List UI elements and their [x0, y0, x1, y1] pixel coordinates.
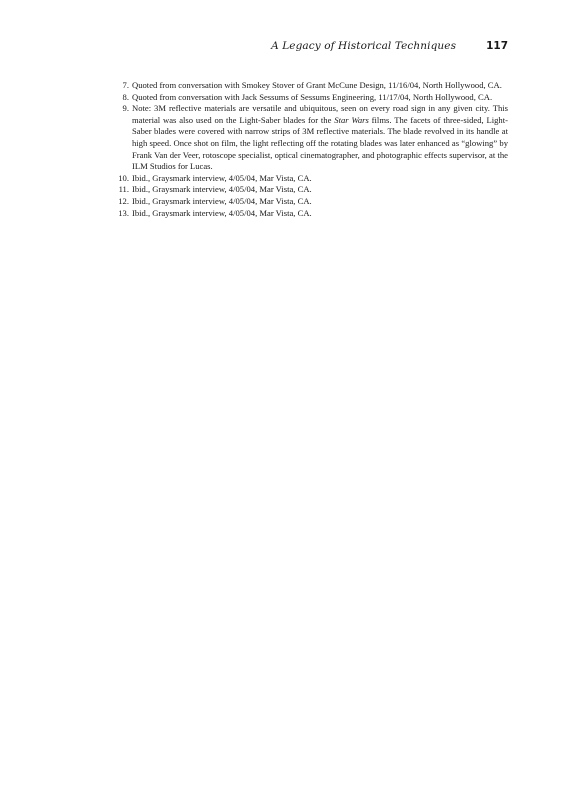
endnote-number: 10. — [118, 172, 129, 183]
endnote-text: Ibid., Graysmark interview, 4/05/04, Mar Vista, CA. — [132, 184, 312, 195]
endnote-number: 7. — [122, 80, 129, 90]
endnote-10 — [112, 173, 508, 185]
endnote-text-part: Note: 3M reflective materials are versatile and ubiquitous, seen on every road sign in any given city. This material was also used on the Light-Saber blades for the — [132, 103, 508, 125]
endnote-9 — [112, 103, 508, 173]
endnote-text — [132, 103, 508, 173]
endnote-text: Quoted from conversation with Smokey Stover of Grant McCune Design, 11/16/04, North Hollywood, CA. — [132, 80, 502, 90]
endnote-text: Ibid., Graysmark interview, 4/05/04, Mar Vista, CA. — [132, 172, 312, 183]
endnote-8 — [112, 92, 508, 104]
running-head — [116, 40, 508, 56]
endnote-number: 11. — [118, 184, 129, 195]
endnote-number: 9. — [122, 103, 129, 114]
endnote-12 — [112, 196, 508, 208]
endnote-number: 12. — [118, 195, 129, 206]
film-title: Star Wars — [334, 114, 369, 125]
endnote-number: 13. — [118, 207, 129, 218]
endnote-text-part: films. The facets of three-sided, Light-Saber blades were covered with narrow strips of 3M reflective materials. The blade revolved in its handle at high speed. Once shot on film, the light reflecting off the rotating blades was later enhanced as “glowing” by Frank Van der Veer, rotoscope specialist, optical cinematographer, and photographic effects supervisor, at the ILM Studios for Lucas. — [132, 114, 508, 172]
endnotes-list — [112, 80, 508, 219]
endnote-number: 8. — [122, 91, 129, 102]
page-number: 117 — [486, 40, 508, 52]
endnote-text: Quoted from conversation with Jack Sessums of Sessums Engineering, 11/17/04, North Hollywood, CA. — [132, 91, 493, 102]
endnote-11 — [112, 184, 508, 196]
endnote-text: Ibid., Graysmark interview, 4/05/04, Mar Vista, CA. — [132, 195, 312, 206]
endnote-13 — [112, 208, 508, 220]
running-title: A Legacy of Historical Techniques — [271, 40, 457, 52]
endnote-7 — [112, 80, 508, 92]
endnote-text: Ibid., Graysmark interview, 4/05/04, Mar Vista, CA. — [132, 207, 312, 218]
